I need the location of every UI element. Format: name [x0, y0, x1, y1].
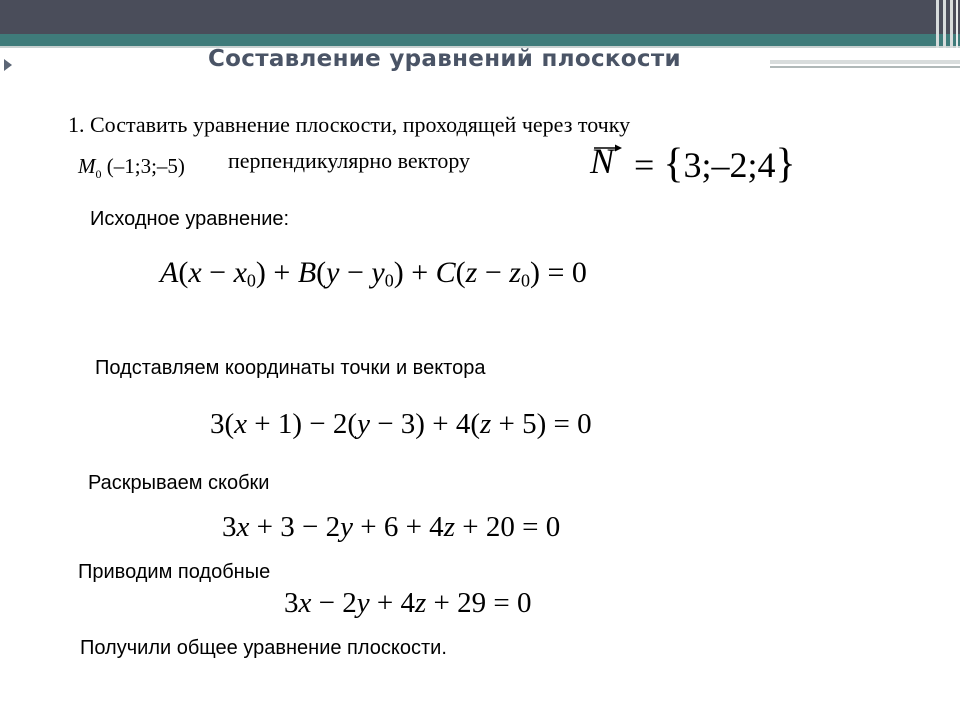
eq-term: −	[477, 256, 510, 289]
eq-term: 3	[222, 511, 237, 543]
equation-general-form	[160, 256, 587, 292]
task-statement: 1. Составить уравнение плоскости, проходящей через точку	[68, 112, 631, 137]
eq-term: z	[443, 511, 455, 543]
eq-term: B	[297, 256, 317, 289]
vector-open-brace: {	[663, 141, 684, 187]
eq-term: y	[340, 511, 353, 543]
eq-term: 3	[284, 587, 299, 619]
eq-term: + 4	[369, 587, 415, 619]
eq-term: y	[357, 408, 370, 440]
eq-term: + 5) = 0	[491, 408, 592, 440]
eq-term: + 20 = 0	[454, 511, 561, 543]
point-coordinates: (–1;3;–5)	[101, 154, 185, 178]
step-expand-label: Раскрываем скобки	[88, 472, 270, 494]
vector-equals: =	[634, 145, 655, 185]
title-decor-line-2	[770, 66, 960, 68]
step-substitute-label: Подставляем координаты точки и вектора	[95, 357, 486, 379]
equation-substituted	[210, 408, 592, 441]
eq-term: ) = 0	[529, 256, 587, 289]
header-bar-dark	[0, 0, 960, 36]
eq-term: + 6 + 4	[352, 511, 444, 543]
eq-term: + 29 = 0	[426, 587, 532, 619]
eq-term: −	[339, 256, 372, 289]
corner-stripes-decoration	[930, 0, 960, 48]
slide-title: Составление уравнений плоскости	[208, 46, 681, 72]
eq-term: y	[371, 256, 385, 289]
eq-term: (	[178, 256, 189, 289]
eq-term: y	[326, 256, 340, 289]
step-simplify-label: Приводим подобные	[78, 561, 271, 583]
header-bar-accent	[0, 34, 960, 46]
eq-term: x	[188, 256, 202, 289]
eq-term: x	[234, 408, 248, 440]
eq-term: 0	[246, 270, 256, 291]
eq-term: 3(	[210, 408, 235, 440]
eq-term: 0	[384, 270, 394, 291]
conclusion-text: Получили общее уравнение плоскости.	[80, 637, 447, 659]
eq-term: (	[455, 256, 466, 289]
eq-term: 0	[520, 270, 530, 291]
equation-expanded	[222, 511, 560, 544]
eq-term: + 1) − 2(	[247, 408, 358, 440]
point-index: 0	[95, 167, 102, 182]
eq-term: + 3 − 2	[249, 511, 341, 543]
equation-simplified	[284, 587, 531, 620]
vector-close-brace: }	[775, 141, 796, 187]
vector-coordinates: 3;–2;4	[683, 145, 776, 185]
eq-term: z	[479, 408, 492, 440]
point-label: M	[78, 154, 96, 178]
vector-value	[634, 140, 796, 188]
eq-term: − 3) + 4(	[369, 408, 480, 440]
eq-term: ) +	[393, 256, 436, 289]
step-initial-equation-label: Исходное уравнение:	[90, 208, 290, 230]
eq-term: − 2	[311, 587, 357, 619]
eq-term: −	[201, 256, 234, 289]
eq-term: z	[414, 587, 427, 619]
title-bullet-arrow-icon	[4, 59, 12, 71]
eq-term: z	[465, 256, 478, 289]
eq-term: x	[236, 511, 250, 543]
eq-term: (	[316, 256, 327, 289]
eq-term: z	[509, 256, 521, 289]
point-m0	[78, 154, 185, 182]
eq-term: x	[233, 256, 247, 289]
title-decor-line	[770, 60, 960, 64]
eq-term: x	[298, 587, 312, 619]
eq-term: A	[160, 256, 179, 289]
vector-label: N	[590, 141, 615, 181]
eq-term: ) +	[255, 256, 298, 289]
task-statement-continued: перпендикулярно вектору	[228, 148, 471, 173]
eq-term: y	[356, 587, 370, 619]
eq-term: C	[435, 256, 456, 289]
